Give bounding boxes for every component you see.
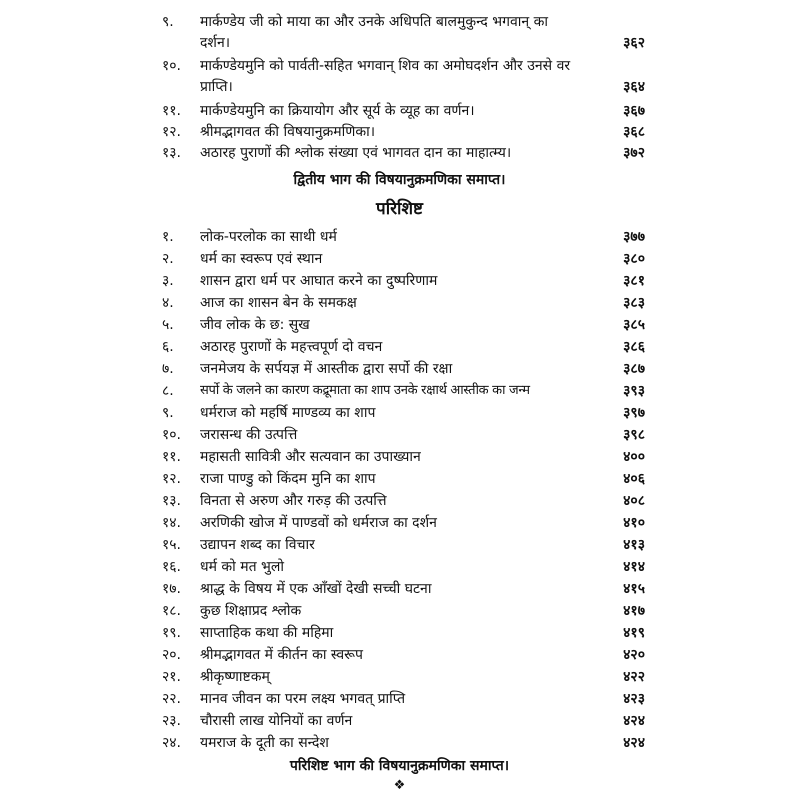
entry-number: ६. <box>162 339 174 355</box>
entry-title: सर्पो के जलने का कारण कद्रूमाता का शाप उनके रक्षार्थ आस्तीक का जन्म <box>200 383 530 398</box>
entry-number: ११. <box>162 449 182 465</box>
entry-title: मानव जीवन का परम लक्ष्य भगवत् प्राप्ति <box>200 691 406 707</box>
entry-title: यमराज के दूती का सन्देश <box>200 735 329 751</box>
entry-page: ४२४ <box>623 713 645 729</box>
entry-number: ५. <box>162 317 174 333</box>
entry-number: १४. <box>162 515 182 531</box>
entry-title: धर्म का स्वरूप एवं स्थान <box>200 251 323 267</box>
entry-title: लोक-परलोक का साथी धर्म <box>200 229 337 245</box>
entry-number: १३. <box>162 145 182 161</box>
entry-title: कुछ शिक्षाप्रद श्लोक <box>200 603 302 619</box>
entry-page: ३६४ <box>623 79 645 95</box>
entry-page: ३७७ <box>623 229 645 245</box>
entry-number: १८. <box>162 603 182 619</box>
entry-number: २४. <box>162 735 182 751</box>
entry-page: ३९३ <box>623 383 645 399</box>
entry-page: ४१७ <box>623 603 645 619</box>
toc-entry <box>162 12 645 54</box>
entry-title: शासन द्वारा धर्म पर आघात करने का दुष्परिणाम <box>200 273 438 289</box>
entry-title: विनता से अरुण और गरुड़ की उत्पत्ति <box>200 493 387 509</box>
entry-number: १९. <box>162 625 182 641</box>
entry-title: चौरासी लाख योनियों का वर्णन <box>200 713 353 729</box>
entry-number: २. <box>162 251 174 267</box>
entry-title: जनमेजय के सर्पयज्ञ में आस्तीक द्वारा सर्पो की रक्षा <box>200 361 453 377</box>
entry-title: अठारह पुराणों की श्लोक संख्या एवं भागवत दान का माहात्म्य। <box>200 145 512 161</box>
entry-title: धर्मराज को महर्षि माण्डव्य का शाप <box>200 405 376 421</box>
entry-number: १३. <box>162 493 182 509</box>
entry-page: ४१० <box>623 515 645 531</box>
entry-page: ३८१ <box>623 273 645 289</box>
entry-number: २०. <box>162 647 182 663</box>
entry-page: ३६२ <box>623 35 645 51</box>
entry-title: धर्म को मत भुलो <box>200 559 285 575</box>
entry-title: अठारह पुराणों के महत्त्वपूर्ण दो वचन <box>200 339 383 355</box>
entry-page: ३६७ <box>623 103 645 119</box>
entry-page: ४१५ <box>623 581 645 597</box>
appendix-heading: परिशिष्ट <box>376 199 423 219</box>
entry-number: १०. <box>162 58 182 74</box>
entry-title: श्राद्ध के विषय में एक आँखों देखी सच्ची घटना <box>200 581 432 597</box>
entry-title: मार्कण्डेय जी को माया का और उनके अधिपति बालमुकुन्द भगवान् का दर्शन। <box>200 14 549 51</box>
entry-page: ३८० <box>623 251 645 267</box>
entry-page: ३८५ <box>623 317 645 333</box>
entry-number: १. <box>162 229 174 245</box>
appendix-end-note: परिशिष्ट भाग की विषयानुक्रमणिका समाप्त। <box>289 758 510 774</box>
entry-page: ४०६ <box>623 471 645 487</box>
entry-title: जरासन्ध की उत्पत्ति <box>200 427 298 443</box>
entry-page: ३८६ <box>623 339 645 355</box>
entry-page: ३७२ <box>623 145 645 161</box>
entry-number: ३. <box>162 273 174 289</box>
entry-title: मार्कण्डेयमुनि का क्रियायोग और सूर्य के व्यूह का वर्णन। <box>200 103 475 119</box>
entry-page: ४०८ <box>623 493 645 509</box>
entry-page: ४२२ <box>623 669 645 685</box>
entry-page: ३८३ <box>623 295 645 311</box>
entry-page: ४०० <box>623 449 645 465</box>
entry-title: मार्कण्डेयमुनि को पार्वती-सहित भगवान् शिव का अमोघदर्शन और उनसे वर प्राप्ति। <box>200 58 571 95</box>
entry-number: ७. <box>162 361 174 377</box>
entry-title: जीव लोक के छ: सुख <box>200 317 310 333</box>
entry-page: ३९८ <box>623 427 645 443</box>
entry-number: २२. <box>162 691 182 707</box>
entry-page: ४१९ <box>623 625 645 641</box>
entry-number: ४. <box>162 295 174 311</box>
entry-title: अरणिकी खोज में पाण्डवों को धर्मराज का दर्शन <box>200 515 437 531</box>
entry-title: राजा पाण्डु को किंदम मुनि का शाप <box>200 471 376 487</box>
entry-page: ४१३ <box>623 537 645 553</box>
entry-number: १२. <box>162 471 182 487</box>
entry-page: ४२० <box>623 647 645 663</box>
entry-number: ८. <box>162 383 174 399</box>
entry-title: साप्ताहिक कथा की महिमा <box>200 625 334 641</box>
entry-title: उद्यापन शब्द का विचार <box>200 537 315 553</box>
entry-title: श्रीमद्भागवत की विषयानुक्रमणिका। <box>200 124 376 140</box>
toc-entry <box>162 56 645 98</box>
ornament-icon: ❖ <box>393 778 406 793</box>
part2-end-note: द्वितीय भाग की विषयानुक्रमणिका समाप्त। <box>293 172 506 188</box>
entry-title: श्रीकृष्णाष्टकम् <box>200 669 270 685</box>
entry-number: १५. <box>162 537 182 553</box>
entry-number: ९. <box>162 14 174 30</box>
entry-number: ९. <box>162 405 174 421</box>
entry-title: महासती सावित्री और सत्यवान का उपाख्यान <box>200 449 421 465</box>
entry-number: १६. <box>162 559 182 575</box>
entry-page: ३९७ <box>623 405 645 421</box>
entry-number: ११. <box>162 103 182 119</box>
entry-page: ४२३ <box>623 691 645 707</box>
entry-number: २३. <box>162 713 182 729</box>
entry-number: १२. <box>162 124 182 140</box>
entry-page: ४१४ <box>623 559 645 575</box>
entry-page: ३६८ <box>623 124 645 140</box>
entry-page: ३८७ <box>623 361 645 377</box>
entry-number: १७. <box>162 581 182 597</box>
entry-number: २१. <box>162 669 182 685</box>
entry-number: १०. <box>162 427 182 443</box>
entry-title: श्रीमद्भागवत में कीर्तन का स्वरूप <box>200 647 363 663</box>
entry-title: आज का शासन बेन के समकक्ष <box>200 295 357 311</box>
entry-page: ४२४ <box>623 735 645 751</box>
